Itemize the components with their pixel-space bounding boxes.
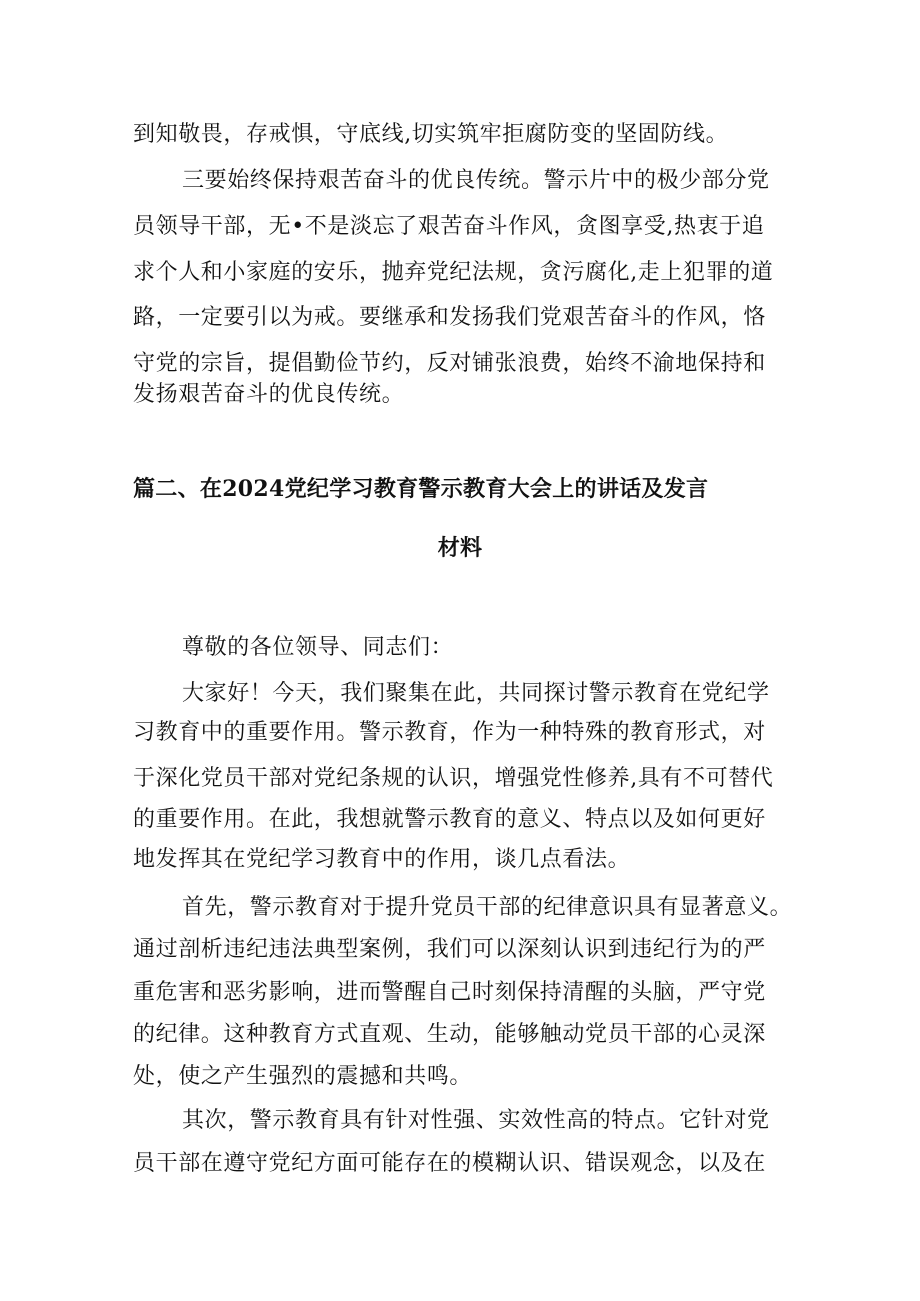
salutation: 尊敬的各位领导、同志们： [182, 635, 454, 660]
paragraph-line: 大家好！今天，我们聚集在此，共同探讨警示教育在党纪学 [182, 681, 770, 706]
paragraph-line: 通过剖析违纪违法典型案例，我们可以深刻认识到违纪行为的严 [133, 937, 766, 962]
paragraph-line: 处，使之产生强烈的震撼和共鸣。 [133, 1064, 473, 1089]
paragraph-line: 其次，警示教育具有针对性强、实效性高的特点。它针对党 [182, 1108, 770, 1133]
paragraph-line: 发扬艰苦奋斗的优良传统。 [133, 382, 405, 407]
paragraph-line: 到知敬畏，存戒惧，守底线,切实筑牢拒腐防变的坚固防线。 [133, 122, 729, 147]
paragraph-line: 习教育中的重要作用。警示教育，作为一种特殊的教育形式，对 [133, 720, 766, 745]
paragraph-line: 地发挥其在党纪学习教育中的作用，谈几点看法。 [133, 847, 631, 872]
paragraph-line: 路，一定要引以为戒。要继承和发扬我们党艰苦奋斗的作风，恪 [133, 305, 766, 330]
section-heading: 篇二、在2024党纪学习教育警示教育大会上的讲话及发言 [133, 476, 709, 502]
paragraph-line: 三要始终保持艰苦奋斗的优良传统。警示片中的极少部分党 [182, 168, 770, 193]
paragraph-line: 求个人和小家庭的安乐，抛弃党纪法规，贪污腐化,走上犯罪的道 [133, 260, 774, 285]
paragraph-line: 于深化党员干部对党纪条规的认识，增强党性修养,具有不可替代 [133, 766, 774, 791]
paragraph-line: 员领导干部，无•不是淡忘了艰苦奋斗作风，贪图享受,热衷于追 [133, 214, 765, 239]
paragraph-line: 重危害和恶劣影响，进而警醒自己时刻保持清醒的头脑，严守党 [133, 980, 766, 1005]
paragraph-line: 首先，警示教育对于提升党员干部的纪律意识具有显著意义。 [182, 895, 793, 920]
paragraph-line: 的重要作用。在此，我想就警示教育的意义、特点以及如何更好 [133, 807, 766, 832]
paragraph-line: 的纪律。这种教育方式直观、生动，能够触动党员干部的心灵深 [133, 1022, 766, 1047]
paragraph-line: 员干部在遵守党纪方面可能存在的模糊认识、错误观念，以及在 [133, 1151, 766, 1176]
paragraph-line: 守党的宗旨，提倡勤俭节约，反对铺张浪费，始终不渝地保持和 [133, 351, 766, 376]
section-heading-continuation: 材料 [437, 535, 483, 561]
